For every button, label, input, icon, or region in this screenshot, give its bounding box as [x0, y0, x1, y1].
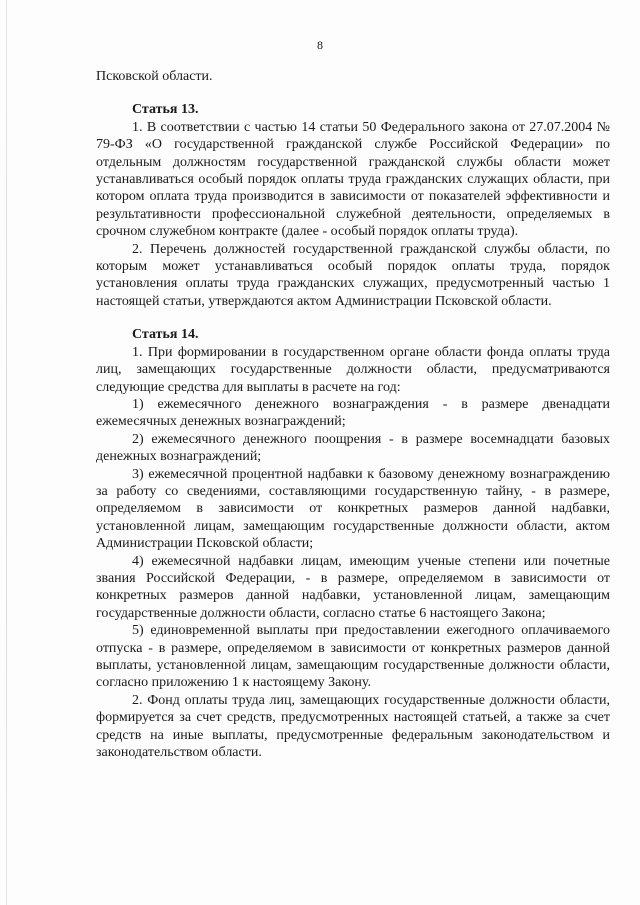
scan-edge: [6, 0, 7, 905]
intro-line: Псковской области.: [96, 69, 213, 84]
article-14-title: Статья 14.: [132, 327, 199, 343]
article-13-paragraph: 1. В соответствии с частью 14 статьи 50 Федерального закона от 27.07.2004 № 79-ФЗ «О государственной гражданской службе Российской Федерации» по отдельным должностям государственной гражданской службы области может устанавливаться особый порядок оплаты труда гражданских служащих области, при котором оплата труда производится в зависимости от показателей эффективности и результативности профессиональной служебной деятельности, определяемых в срочном служебном контракте (далее - особый порядок оплаты труда).: [96, 119, 610, 240]
article-13-title: Статья 13.: [132, 102, 199, 118]
page-number: 8: [317, 38, 323, 52]
article-14-list-item: 1) ежемесячного денежного вознаграждения - в размере двенадцати ежемесячных денежных вознаграждений;: [96, 396, 610, 430]
article-14-list-item: 5) единовременной выплаты при предоставлении ежегодного оплачиваемого отпуска - в размере, определяемом в зависимости от конкретных размеров данной выплаты, установленной лицам, замещающим государственные должности области, согласно приложению 1 к настоящему Закону.: [96, 623, 610, 691]
article-14-list-item: 4) ежемесячной надбавки лицам, имеющим ученые степени или почетные звания Российской Федерации, - в размере, определяемом в зависимости от конкретных размеров данной надбавки, установленной лицам, замещающим государственные должности области, согласно статье 6 настоящего Закона;: [96, 553, 610, 621]
article-14-list-item: 2) ежемесячного денежного поощрения - в размере восемнадцати базовых денежных вознаграждений;: [96, 431, 610, 465]
article-14-paragraph: 2. Фонд оплаты труда лиц, замещающих государственные должности области, формируется за счет средств, предусмотренных настоящей статьей, а также за счет средств на иные выплаты, предусмотренные федеральным законодательством и законодательством области.: [96, 692, 610, 761]
article-14-paragraph: 1. При формировании в государственном органе области фонда оплаты труда лиц, замещающих государственные должности области, предусматриваются следующие средства для выплаты в расчете на год:: [96, 344, 610, 395]
article-14-list-item: 3) ежемесячной процентной надбавки к базовому денежному вознаграждению за работу со сведениями, составляющими государственную тайну, - в размере, определяемом в зависимости от конкретных размеров данной надбавки, установленной лицам, замещающим государственные должности области, актом Администрации Псковской области;: [96, 466, 610, 552]
article-13-paragraph: 2. Перечень должностей государственной гражданской службы области, по которым может устанавливаться особый порядок оплаты труда, порядок установления оплаты труда гражданских служащих, предусмотренный частью 1 настоящей статьи, утверждаются актом Администрации Псковской области.: [96, 241, 610, 309]
document-body: [96, 68, 610, 761]
